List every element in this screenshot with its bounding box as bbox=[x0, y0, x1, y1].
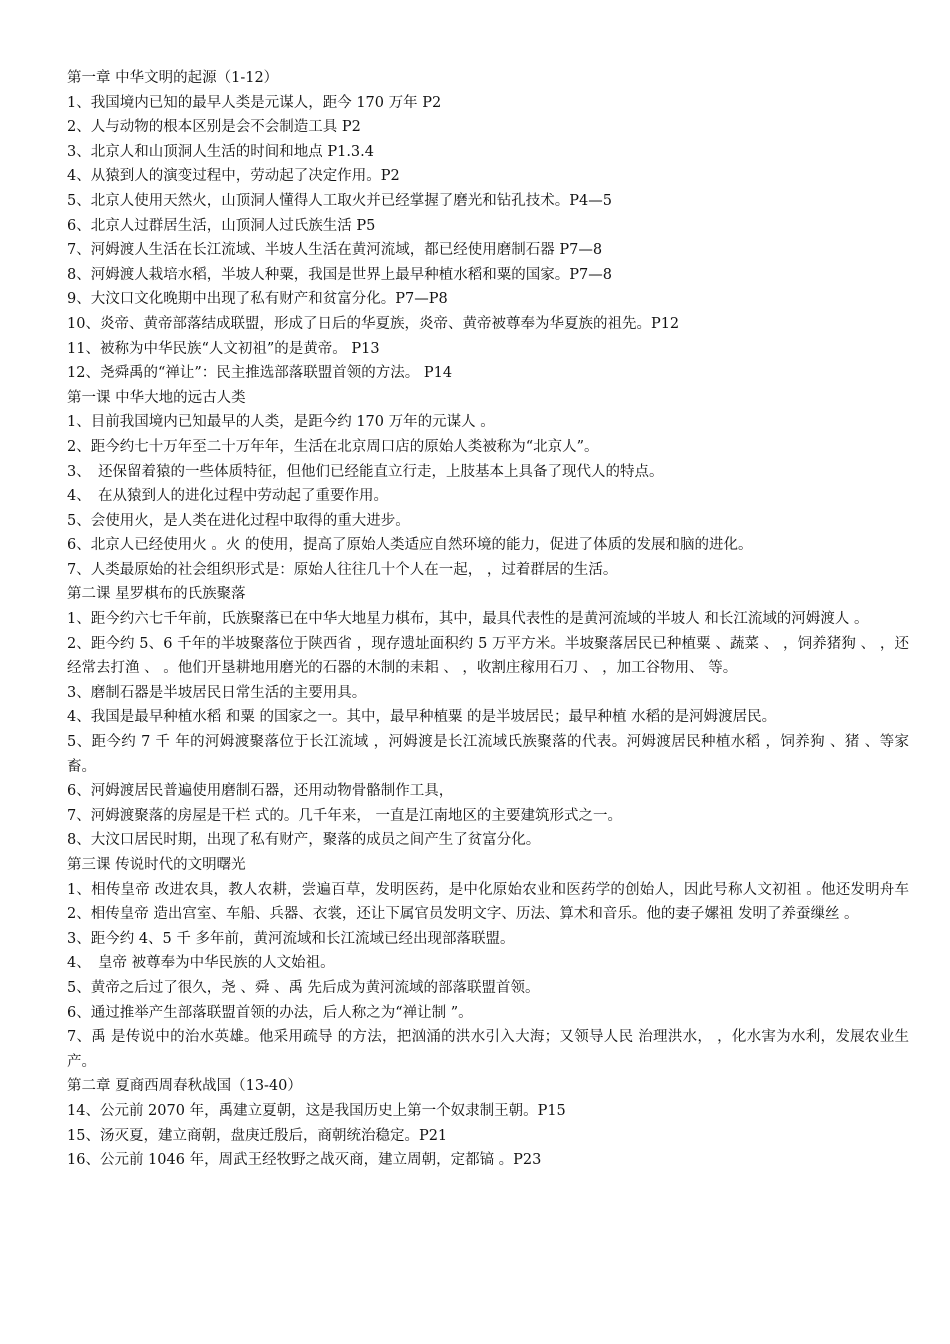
section-heading: 第一课 中华大地的远古人类 bbox=[67, 389, 246, 406]
list-item: 6、北京人已经使用火 。火 的使用，提高了原始人类适应自然环境的能力，促进了体质的发展和脑的进化。 bbox=[67, 537, 753, 554]
list-item: 3、北京人和山顶洞人生活的时间和地点 P1.3.4 bbox=[67, 143, 374, 160]
list-item: 6、河姆渡居民普遍使用磨制石器，还用动物骨骼制作工具， bbox=[67, 783, 454, 800]
list-item: 7、禹 是传说中的治水英雄。他采用疏导 的方法，把汹涌的洪水引入大海；又领导人民 治理洪水， ，化水害为水利，发展农业生产。 bbox=[67, 1029, 909, 1070]
list-item: 4、从猿到人的演变过程中，劳动起了决定作用。P2 bbox=[67, 168, 400, 185]
list-item: 7、人类最原始的社会组织形式是：原始人往往几十个人在一起， ，过着群居的生活。 bbox=[67, 561, 618, 578]
list-item: 2、距今约七十万年至二十万年年，生活在北京周口店的原始人类被称为“北京人”。 bbox=[67, 438, 599, 455]
list-item: 1、距今约六七千年前，氏族聚落已在中华大地星力棋布，其中，最具代表性的是黄河流域的半坡人 和长江流域的河姆渡人 。 bbox=[67, 611, 869, 628]
list-item: 10、炎帝、黄帝部落结成联盟，形成了日后的华夏族，炎帝、黄帝被尊奉为华夏族的祖先。P12 bbox=[67, 315, 680, 332]
list-item: 15、汤灭夏，建立商朝，盘庚迁殷后，商朝统治稳定。P21 bbox=[67, 1127, 448, 1144]
section-heading: 第二课 星罗棋布的氏族聚落 bbox=[67, 586, 246, 603]
list-item: 5、北京人使用天然火，山顶洞人懂得人工取火并已经掌握了磨光和钻孔技术。P4—5 bbox=[67, 192, 612, 209]
list-item: 6、通过推举产生部落联盟首领的办法，后人称之为“禅让制 ”。 bbox=[67, 1004, 473, 1021]
list-item: 14、公元前 2070 年，禹建立夏朝，这是我国历史上第一个奴隶制王朝。P15 bbox=[67, 1102, 566, 1119]
list-item: 6、北京人过群居生活，山顶洞人过氏族生活 P5 bbox=[67, 217, 376, 234]
list-item: 1、我国境内已知的最早人类是元谋人，距今 170 万年 P2 bbox=[67, 94, 442, 111]
list-item: 5、会使用火，是人类在进化过程中取得的重大进步。 bbox=[67, 512, 410, 529]
section-heading: 第二章 夏商西周春秋战国（13-40） bbox=[67, 1078, 302, 1095]
list-item: 16、公元前 1046 年，周武王经牧野之战灭商，建立周朝，定都镐 。P23 bbox=[67, 1152, 542, 1169]
list-item: 3、磨制石器是半坡居民日常生活的主要用具。 bbox=[67, 684, 367, 701]
list-item: 2、距今约 5、6 千年的半坡聚落位于陕西省 ，现存遗址面积约 5 万平方米。半坡聚落居民已种植粟 、蔬菜 、 ，饲养猪狗 、 ，还经常去打渔 、 。他们开垦耕地用磨光的石器的木制的耒耜 、 ，收割庄稼用石刀 、 ，加工谷物用、 等。 bbox=[67, 635, 909, 677]
list-item: 2、人与动物的根本区别是会不会制造工具 P2 bbox=[67, 119, 361, 136]
section-heading: 第三课 传说时代的文明曙光 bbox=[67, 857, 246, 873]
section-heading: 第一章 中华文明的起源（1-12） bbox=[67, 70, 279, 86]
list-item: 1、相传皇帝 改进农具，教人农耕，尝遍百草，发明医药，是中化原始农业和医药学的创始人，因此号称人文初祖 。他还发明舟车 2、相传皇帝 造出宫室、车船、兵器、衣裳，还让下属官员发明文字、历法、算术和音乐。他的妻子嫘祖 发明了养蚕缫丝 。 bbox=[67, 881, 909, 923]
list-item: 4、我国是最早种植水稻 和粟 的国家之一。其中，最早种植粟 的是半坡居民；最早种植 水稻的是河姆渡居民。 bbox=[67, 709, 777, 726]
list-item: 7、河姆渡聚落的房屋是干栏 式的。几千年来， 一直是江南地区的主要建筑形式之一。 bbox=[67, 807, 622, 824]
list-item: 5、黄帝之后过了很久，尧 、舜 、禹 先后成为黄河流域的部落联盟首领。 bbox=[67, 979, 540, 996]
list-item: 3、 还保留着猿的一些体质特征，但他们已经能直立行走，上肢基本上具备了现代人的特点。 bbox=[67, 463, 664, 480]
list-item: 8、大汶口居民时期，出现了私有财产，聚落的成员之间产生了贫富分化。 bbox=[67, 832, 541, 849]
list-item: 4、 在从猿到人的进化过程中劳动起了重要作用。 bbox=[67, 488, 388, 505]
list-item: 5、距今约 7 千 年的河姆渡聚落位于长江流域 ，河姆渡是长江流域氏族聚落的代表。河姆渡居民种植水稻 ，饲养狗 、猪 、等家畜。 bbox=[67, 734, 909, 775]
document-body bbox=[67, 66, 909, 1173]
list-item: 9、大汶口文化晚期中出现了私有财产和贫富分化。P7—P8 bbox=[67, 291, 448, 308]
list-item: 11、被称为中华民族“人文初祖”的是黄帝。 P13 bbox=[67, 340, 380, 357]
list-item: 8、河姆渡人栽培水稻，半坡人种粟，我国是世界上最早种植水稻和粟的国家。P7—8 bbox=[67, 266, 612, 283]
list-item: 3、距今约 4、5 千 多年前，黄河流域和长江流域已经出现部落联盟。 bbox=[67, 930, 515, 947]
list-item: 4、 皇帝 被尊奉为中华民族的人文始祖。 bbox=[67, 955, 335, 972]
list-item: 12、尧舜禹的“禅让”：民主推选部落联盟首领的方法。 P14 bbox=[67, 365, 453, 382]
list-item: 7、河姆渡人生活在长江流域、半坡人生活在黄河流域，都已经使用磨制石器 P7—8 bbox=[67, 242, 603, 259]
list-item: 1、目前我国境内已知最早的人类，是距今约 170 万年的元谋人 。 bbox=[67, 414, 495, 431]
